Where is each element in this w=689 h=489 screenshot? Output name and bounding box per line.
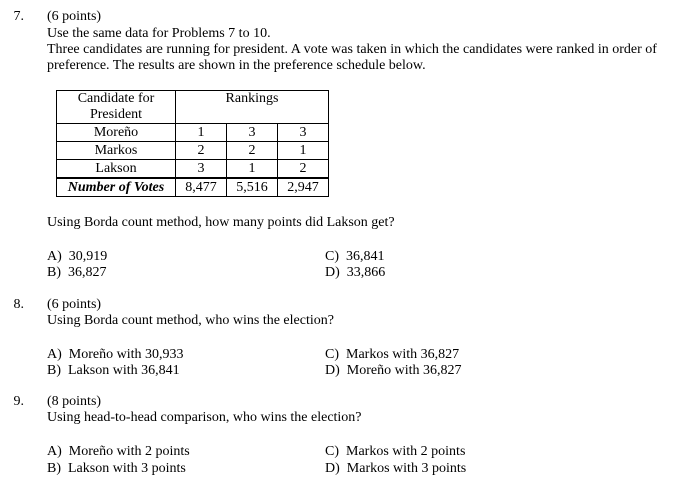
q9-option-d[interactable] bbox=[325, 460, 466, 477]
option-letter: A) bbox=[47, 249, 62, 264]
candidate-name-cell: Markos bbox=[57, 142, 176, 160]
rank-cell: 3 bbox=[227, 124, 278, 142]
table-row bbox=[57, 124, 329, 142]
option-letter: B) bbox=[47, 363, 61, 378]
q9-number: 9. bbox=[13, 394, 24, 409]
option-text: 36,841 bbox=[346, 249, 385, 264]
q7-option-b[interactable] bbox=[47, 264, 107, 281]
q9-question: Using head-to-head comparison, who wins the election? bbox=[47, 410, 362, 425]
q9-option-a[interactable] bbox=[47, 443, 190, 460]
q8-option-c[interactable] bbox=[325, 346, 459, 363]
option-text: Moreño with 2 points bbox=[68, 444, 190, 459]
rank-cell: 3 bbox=[278, 124, 329, 142]
votes-cell: 5,516 bbox=[227, 178, 278, 197]
q7-description-line2: preference. The results are shown in the preference schedule below. bbox=[47, 58, 426, 73]
q7-option-c[interactable] bbox=[325, 248, 385, 265]
q8-question: Using Borda count method, who wins the election? bbox=[47, 313, 334, 328]
q7-description-line1: Three candidates are running for president. A vote was taken in which the candidates were ranked in order of bbox=[47, 42, 657, 57]
q7-option-a[interactable] bbox=[47, 248, 107, 265]
option-text: 33,866 bbox=[346, 265, 386, 280]
option-text: 36,827 bbox=[68, 265, 107, 280]
q8-option-a[interactable] bbox=[47, 346, 184, 363]
table-header-row bbox=[57, 91, 329, 124]
option-text: Lakson with 3 points bbox=[68, 461, 186, 476]
rankings-header-cell: Rankings bbox=[176, 91, 329, 124]
rank-cell: 2 bbox=[227, 142, 278, 160]
preference-schedule-table bbox=[56, 90, 329, 197]
votes-label-cell: Number of Votes bbox=[57, 178, 176, 197]
option-letter: D) bbox=[325, 363, 340, 378]
q7-intro: Use the same data for Problems 7 to 10. bbox=[47, 26, 271, 41]
option-letter: C) bbox=[325, 444, 339, 459]
option-text: Moreño with 36,827 bbox=[346, 363, 462, 378]
option-letter: D) bbox=[325, 265, 340, 280]
option-letter: A) bbox=[47, 444, 62, 459]
option-text: Lakson with 36,841 bbox=[68, 363, 180, 378]
rank-cell: 2 bbox=[176, 142, 227, 160]
table-row bbox=[57, 160, 329, 179]
option-letter: C) bbox=[325, 249, 339, 264]
option-text: Markos with 3 points bbox=[346, 461, 467, 476]
votes-row bbox=[57, 178, 329, 197]
rank-cell: 1 bbox=[278, 142, 329, 160]
rank-cell: 3 bbox=[176, 160, 227, 179]
candidate-name-cell: Moreño bbox=[57, 124, 176, 142]
q9-option-b[interactable] bbox=[47, 460, 186, 477]
votes-cell: 8,477 bbox=[176, 178, 227, 197]
option-letter: C) bbox=[325, 347, 339, 362]
candidate-header-cell bbox=[57, 91, 176, 124]
option-text: Markos with 2 points bbox=[346, 444, 466, 459]
option-letter: D) bbox=[325, 461, 340, 476]
rank-cell: 2 bbox=[278, 160, 329, 179]
q8-option-d[interactable] bbox=[325, 362, 462, 379]
rank-cell: 1 bbox=[176, 124, 227, 142]
votes-cell: 2,947 bbox=[278, 178, 329, 197]
rank-cell: 1 bbox=[227, 160, 278, 179]
option-text: Moreño with 30,933 bbox=[68, 347, 184, 362]
q8-number: 8. bbox=[13, 297, 24, 312]
q9-option-c[interactable] bbox=[325, 443, 465, 460]
q8-points: (6 points) bbox=[47, 297, 102, 312]
candidate-header-line2: President bbox=[89, 107, 143, 122]
table-row bbox=[57, 142, 329, 160]
candidate-name-cell: Lakson bbox=[57, 160, 176, 179]
candidate-header-line1: Candidate for bbox=[77, 91, 155, 106]
q7-points: (6 points) bbox=[47, 9, 102, 24]
q7-question: Using Borda count method, how many points did Lakson get? bbox=[47, 215, 395, 230]
q9-points: (8 points) bbox=[47, 394, 102, 409]
q8-option-b[interactable] bbox=[47, 362, 180, 379]
option-text: 30,919 bbox=[68, 249, 108, 264]
q7-option-d[interactable] bbox=[325, 264, 385, 281]
option-text: Markos with 36,827 bbox=[346, 347, 460, 362]
option-letter: B) bbox=[47, 461, 61, 476]
option-letter: A) bbox=[47, 347, 62, 362]
option-letter: B) bbox=[47, 265, 61, 280]
q7-number: 7. bbox=[13, 9, 24, 24]
